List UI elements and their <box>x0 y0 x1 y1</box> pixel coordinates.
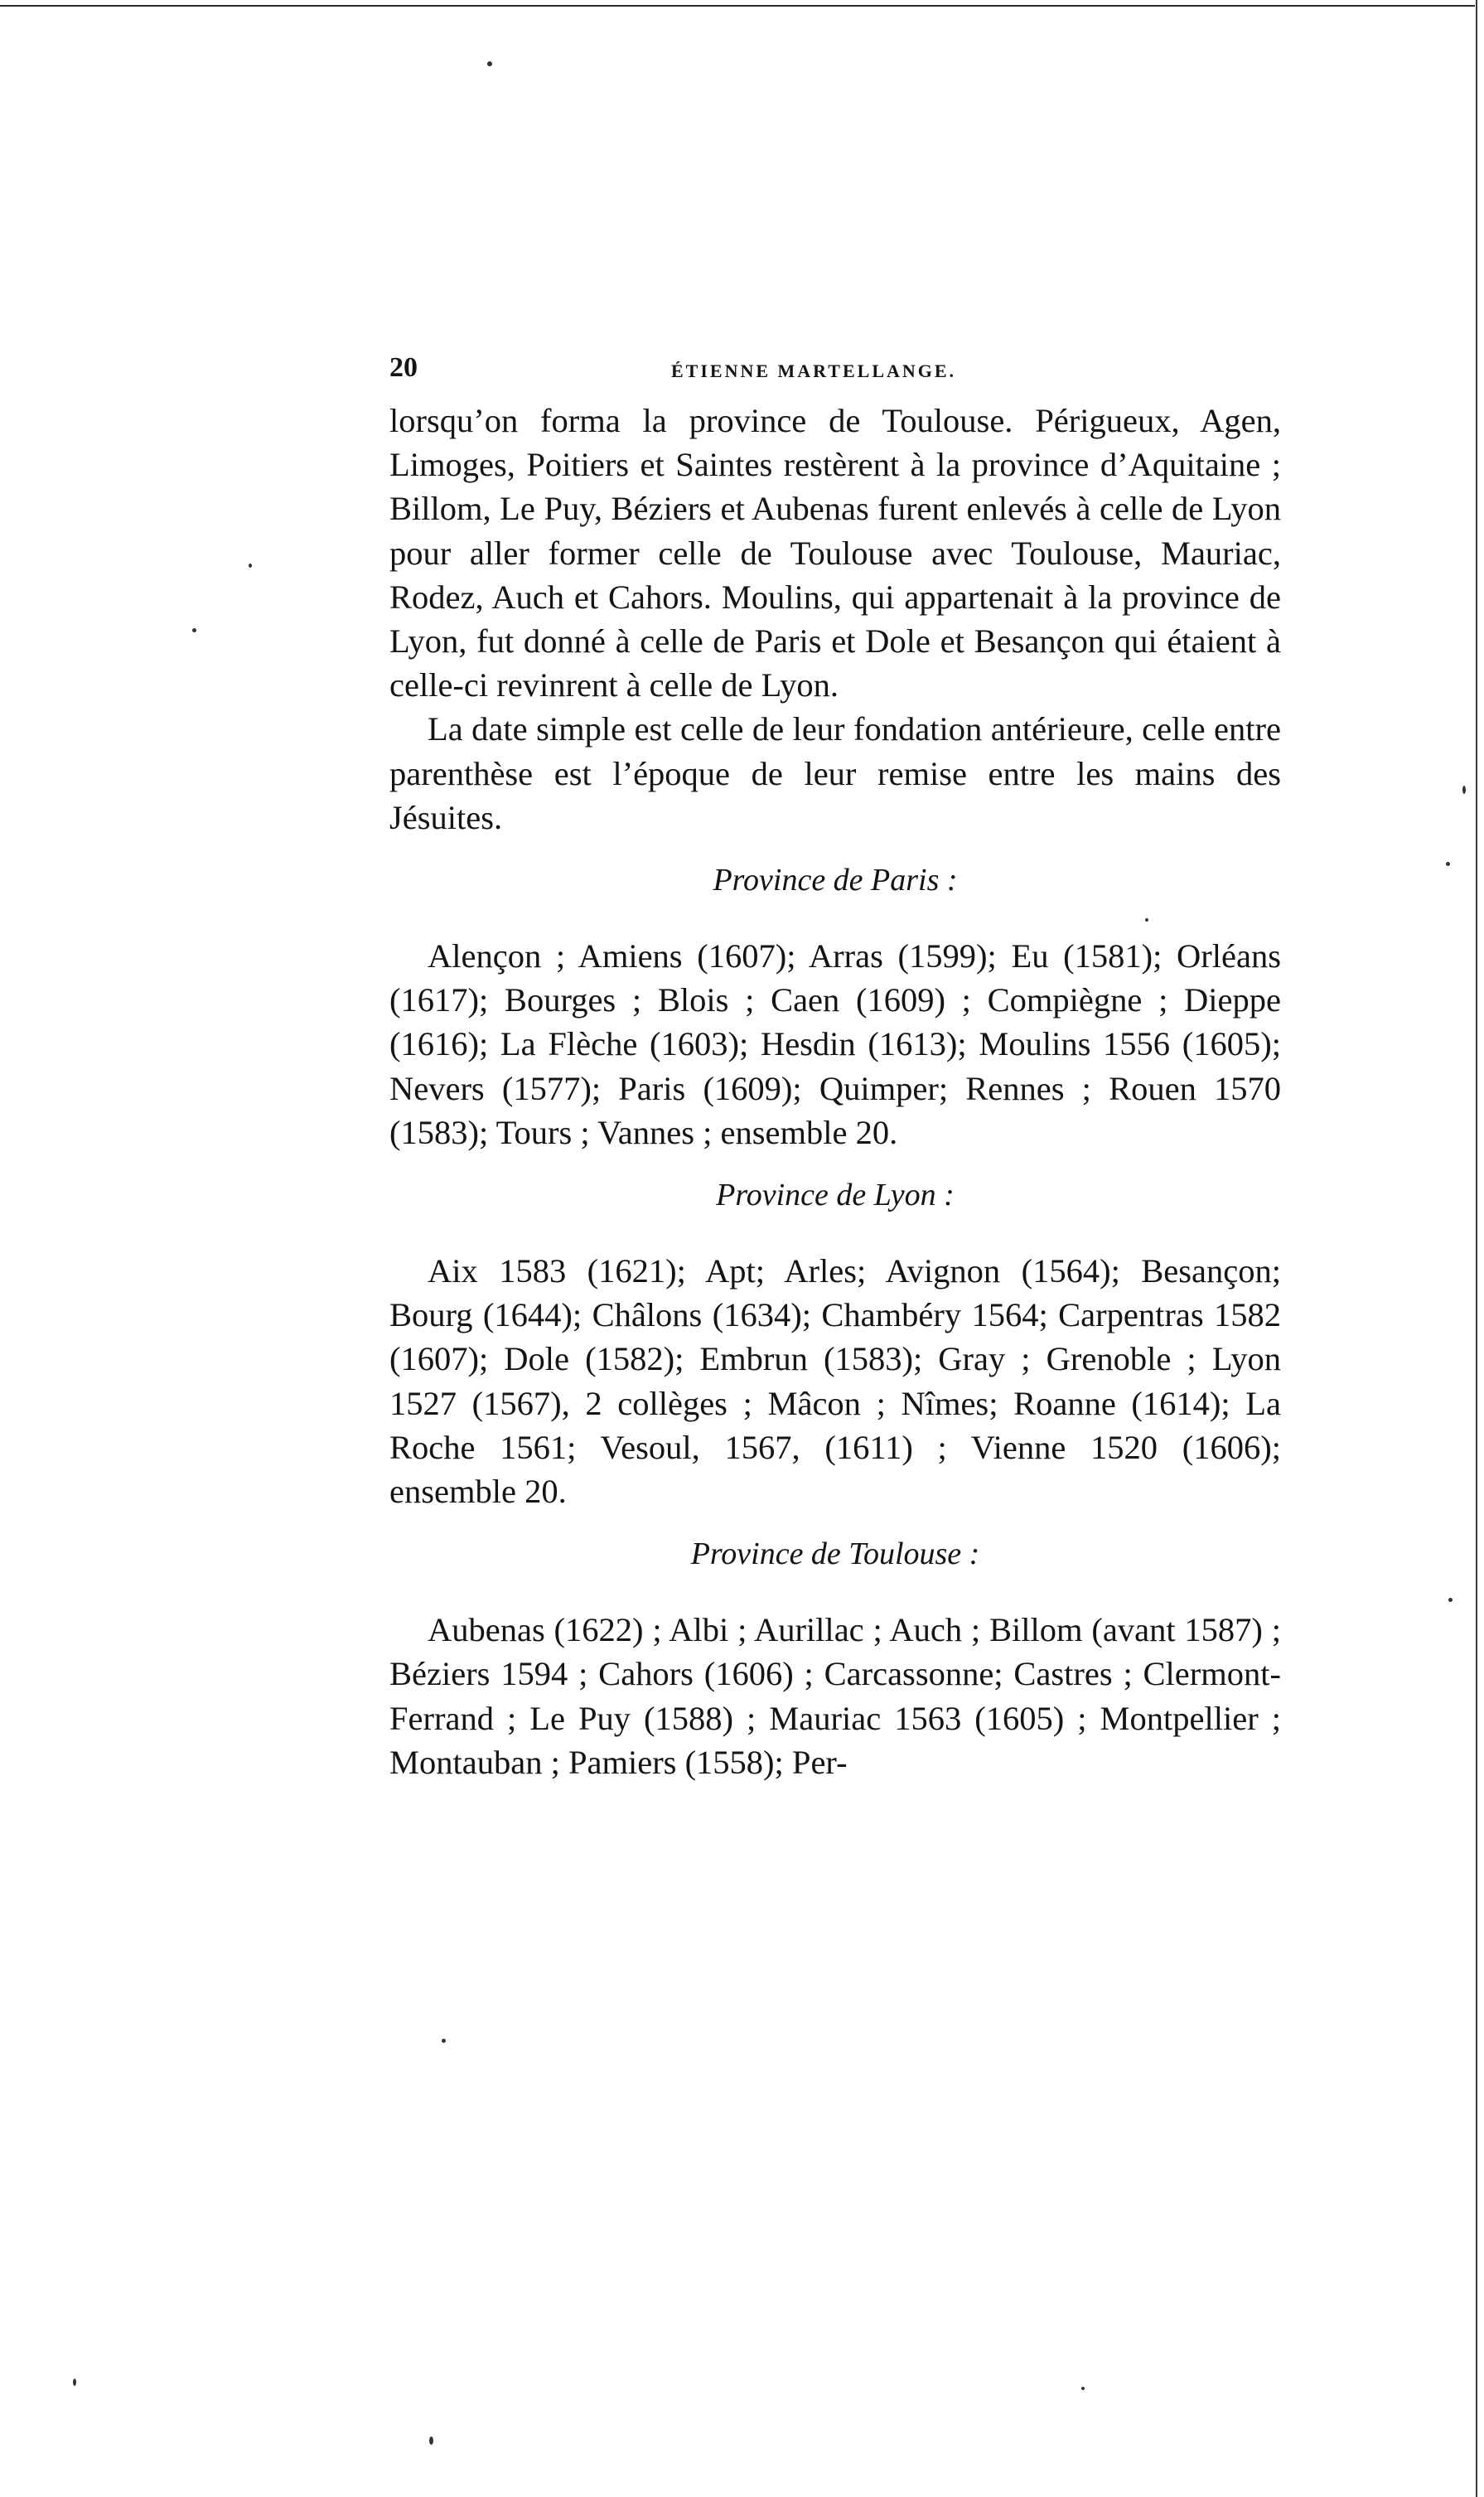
scan-speck <box>249 564 252 568</box>
scan-speck <box>1081 2387 1085 2390</box>
section-list-paris: Alençon ; Amiens (1607); Arras (1599); Eu (1581); Orléans (1617); Bourges ; Blois ; Caen (1609) ; Compiègne ; Dieppe (1616); La Flèche (1603); Hesdin (1613); Moulins 1556 (1605); Nevers (1577); Paris (1609); Quimper; Rennes ; Rouen 1570 (1583); Tours ; Vannes ; ensemble 20. <box>389 937 1281 1151</box>
scan-speck <box>1448 1598 1453 1602</box>
page-number: 20 <box>389 352 418 383</box>
scan-speck <box>442 2039 446 2043</box>
paragraph-provinces-reorganization: lorsqu’on forma la province de Toulouse. Périgueux, Agen, Limoges, Poitiers et Saintes restèrent à la province d’Aquitaine ; Billom, Le Puy, Béziers et Aubenas furent enlevés à celle de Lyon pour aller former celle de Toulouse avec Toulouse, Mauriac, Rodez, Auch et Cahors. Moulins, qui appartenait à la province de Lyon, fut donné à celle de Paris et Dole et Besançon qui étaient à celle-ci revinrent à celle de Lyon. <box>389 402 1281 704</box>
section-heading-lyon: Province de Lyon : <box>716 1178 955 1213</box>
scan-top-rule <box>0 5 1475 7</box>
scan-speck <box>1446 862 1450 866</box>
scan-speck <box>73 2378 76 2386</box>
scan-speck <box>1462 786 1466 794</box>
running-title: ÉTIENNE MARTELLANGE. <box>671 361 957 381</box>
section-list-lyon: Aix 1583 (1621); Apt; Arles; Avignon (1564); Besançon; Bourg (1644); Châlons (1634); Chambéry 1564; Carpentras 1582 (1607); Dole (1582); Embrun (1583); Gray ; Grenoble ; Lyon 1527 (1567), 2 collèges ; Mâcon ; Nîmes; Roanne (1614); La Roche 1561; Vesoul, 1567, (1611) ; Vienne 1520 (1606); ensemble 20. <box>389 1252 1281 1511</box>
page-body <box>389 352 1281 1784</box>
section-list-toulouse: Aubenas (1622) ; Albi ; Aurillac ; Auch ; Billom (avant 1587) ; Béziers 1594 ; Cahors (1606) ; Carcassonne; Castres ; Clermont-Ferrand ; Le Puy (1588) ; Mauriac 1563 (1605) ; Montpellier ; Montauban ; Pamiers (1558); Per- <box>389 1611 1281 1781</box>
paragraph-date-note: La date simple est celle de leur fondation antérieure, celle entre parenthèse est l’époque de leur remise entre les mains des Jésuites. <box>389 710 1281 836</box>
running-head <box>389 352 1281 394</box>
scan-speck <box>487 61 492 66</box>
scan-right-edge <box>1476 0 1477 2497</box>
scan-speck <box>192 628 196 632</box>
scan-speck <box>429 2437 433 2445</box>
section-heading-toulouse: Province de Toulouse : <box>690 1536 980 1572</box>
scan-speck <box>1145 918 1148 922</box>
section-heading-paris: Province de Paris : <box>713 863 958 898</box>
